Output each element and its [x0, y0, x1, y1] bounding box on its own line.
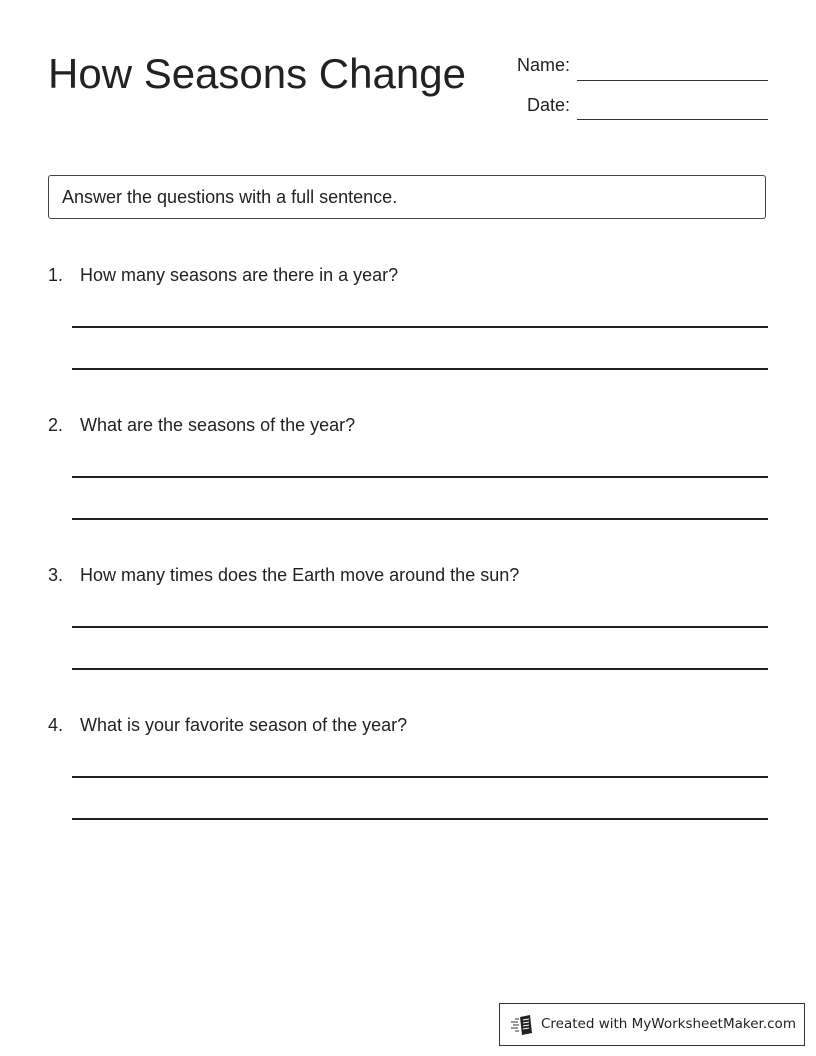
date-label: Date: [526, 95, 570, 115]
answer-line[interactable] [72, 668, 768, 670]
footer-text: Created with MyWorksheetMaker.com [541, 1016, 796, 1032]
name-field[interactable] [577, 80, 768, 81]
answer-line[interactable] [72, 326, 768, 328]
answer-line[interactable] [72, 476, 768, 478]
answer-line[interactable] [72, 818, 768, 820]
answer-line[interactable] [72, 776, 768, 778]
name-label: Name: [516, 55, 570, 75]
answer-line[interactable] [72, 368, 768, 370]
instructions-text: Answer the questions with a full sentence. [62, 187, 398, 207]
question-number: 3. [48, 565, 64, 585]
question-text: How many seasons are there in a year? [80, 265, 399, 285]
question-text: What is your favorite season of the year? [80, 715, 408, 735]
answer-line[interactable] [72, 518, 768, 520]
question-text: What are the seasons of the year? [80, 415, 356, 435]
question-number: 1. [48, 265, 64, 285]
answer-line[interactable] [72, 626, 768, 628]
instructions-box [48, 175, 766, 219]
date-field[interactable] [577, 119, 768, 120]
question-number: 2. [48, 415, 64, 435]
worksheet-maker-logo-icon [510, 1014, 536, 1036]
question-text: How many times does the Earth move around the sun? [80, 565, 520, 585]
question-number: 4. [48, 715, 64, 735]
footer-badge[interactable] [499, 1003, 805, 1046]
worksheet-title: How Seasons Change [48, 50, 466, 97]
